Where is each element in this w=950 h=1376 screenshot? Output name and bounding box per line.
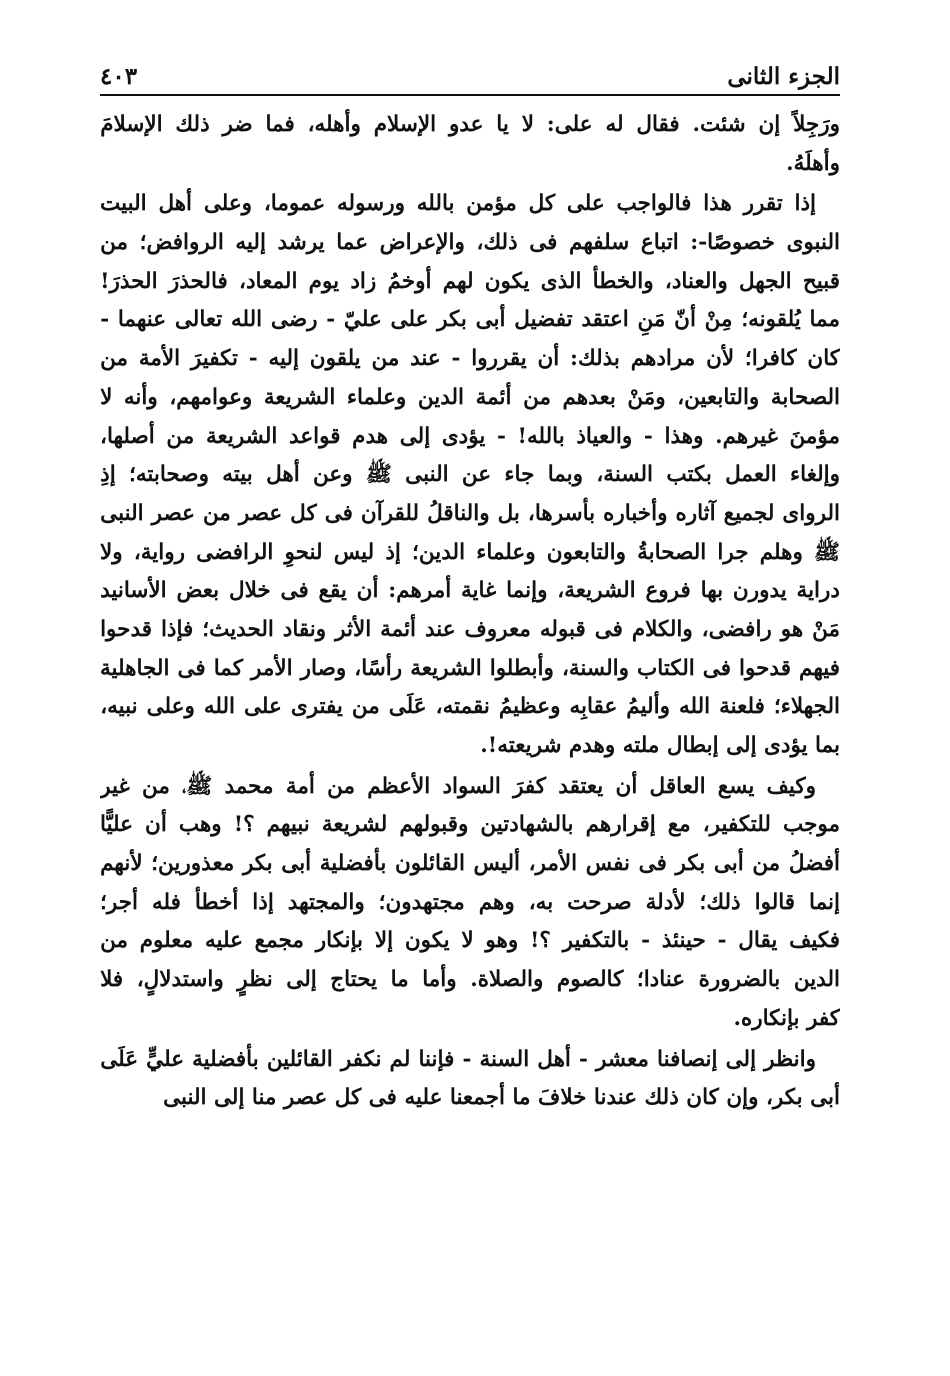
text-line: وأهلَهُ.	[786, 150, 840, 176]
text-line: النبوى خصوصًا-: اتباع سلفهم فى ذلك، والإعراض عما يرشد إليه الروافض؛ من	[100, 230, 840, 256]
text-line: دراية يدورن بها فروع الشريعة، وإنما غاية أمرهم: أن يقع فى خلال بعض الأسانيد	[100, 578, 840, 604]
book-page	[100, 52, 840, 1120]
text-line: كان كافرا؛ لأن مرادهم بذلك: أن يقرروا - عند من يلقون إليه - تكفيرَ الأمة من	[100, 346, 840, 372]
text-line: مما يُلقونه؛ مِنْ أنّ مَنِ اعتقد تفضيل أبى بكر على عليّ - رضى الله تعالى عنهما -	[100, 307, 840, 333]
text-line: بما يؤدى إلى إبطال ملته وهدم شريعته!.	[480, 733, 840, 758]
text-line: أفضلُ من أبى بكر فى نفس الأمر، أليس القائلون بأفضلية أبى بكر معذورين؛ لأنهم	[100, 851, 840, 877]
paragraph	[100, 106, 840, 183]
paragraph	[100, 768, 840, 1039]
text-line: قبيح الجهل والعناد، والخطأ الذى يكون لهم أوخمُ زاد يوم المعاد، فالحذرَ الحذرَ!	[100, 268, 840, 294]
paragraph	[100, 185, 840, 765]
body-text	[100, 106, 840, 1118]
text-line: الدين بالضرورة عنادا؛ كالصوم والصلاة. وأما ما يحتاج إلى نظرٍ واستدلالٍ، فلا	[100, 967, 840, 993]
text-line: فيهم قدحوا فى الكتاب والسنة، وأبطلوا الشريعة رأسًا، وصار الأمر كما فى الجاهلية	[100, 655, 840, 681]
header-rule	[100, 94, 840, 96]
text-line: مَنْ هو رافضى، والكلام فى قبوله معروف عند أئمة الأثر ونقاد الحديث؛ فإذا قدحوا	[100, 616, 840, 642]
text-line: وانظر إلى إنصافنا معشر - أهل السنة - فإننا لم نكفر القائلين بأفضلية عليٍّ عَلَى	[100, 1046, 816, 1072]
text-line: الصحابة والتابعين، ومَنْ بعدهم من أئمة الدين وعلماء الشريعة وعوامهم، وأنه لا	[100, 384, 840, 410]
text-line: كفر بإنكاره.	[733, 1005, 840, 1031]
text-line: مؤمنَ غيرهم. وهذا - والعياذ بالله! - يؤدى إلى هدم قواعد الشريعة من أصلها،	[100, 423, 840, 449]
page-number: ٤٠٣	[100, 63, 138, 90]
part-title: الجزء الثانى	[727, 63, 840, 90]
text-line: الرواى لجميع آثاره وأخباره بأسرها، بل والناقلُ للقرآن فى كل عصر من عصر النبى	[100, 500, 840, 526]
text-line: وكيف يسع العاقل أن يعتقد كفرَ السواد الأعظم من أمة محمد ﷺ، من غير	[100, 773, 816, 799]
text-line: الجهلاء؛ فلعنة الله وأليمُ عقابِه وعظيمُ نقمته، عَلَى من يفترى على الله وعلى نبيه،	[100, 694, 840, 720]
text-line: وإلغاء العمل بكتب السنة، وبما جاء عن النبى ﷺ وعن أهل بيته وصحابته؛ إذِ	[100, 462, 840, 488]
text-line: ﷺ وهلم جرا الصحابةُ والتابعون وعلماء الدين؛ إذ ليس لنحوِ الرافضى رواية، ولا	[100, 539, 840, 565]
text-line: أبى بكر، وإن كان ذلك عندنا خلافَ ما أجمعنا عليه فى كل عصر منا إلى النبى	[163, 1085, 840, 1111]
running-header	[100, 52, 840, 90]
paragraph	[100, 1041, 840, 1118]
text-line: فكيف يقال - حينئذ - بالتكفير ؟! وهو لا يكون إلا بإنكار مجمع عليه معلوم من	[100, 928, 840, 954]
text-line: ورَجِلاً إن شئت. فقال له على: لا يا عدو الإسلام وأهله، فما ضر ذلك الإسلامَ	[100, 112, 840, 137]
text-line: إنما قالوا ذلك؛ لأدلة صرحت به، وهم مجتهدون؛ والمجتهد إذا أخطأ فله أجر؛	[100, 889, 840, 915]
text-line: موجب للتكفير، مع إقرارهم بالشهادتين وقبولهم لشريعة نبيهم ؟! وهب أن عليًّا	[100, 812, 840, 838]
text-line: إذا تقرر هذا فالواجب على كل مؤمن بالله ورسوله عموما، وعلى أهل البيت	[100, 191, 816, 217]
